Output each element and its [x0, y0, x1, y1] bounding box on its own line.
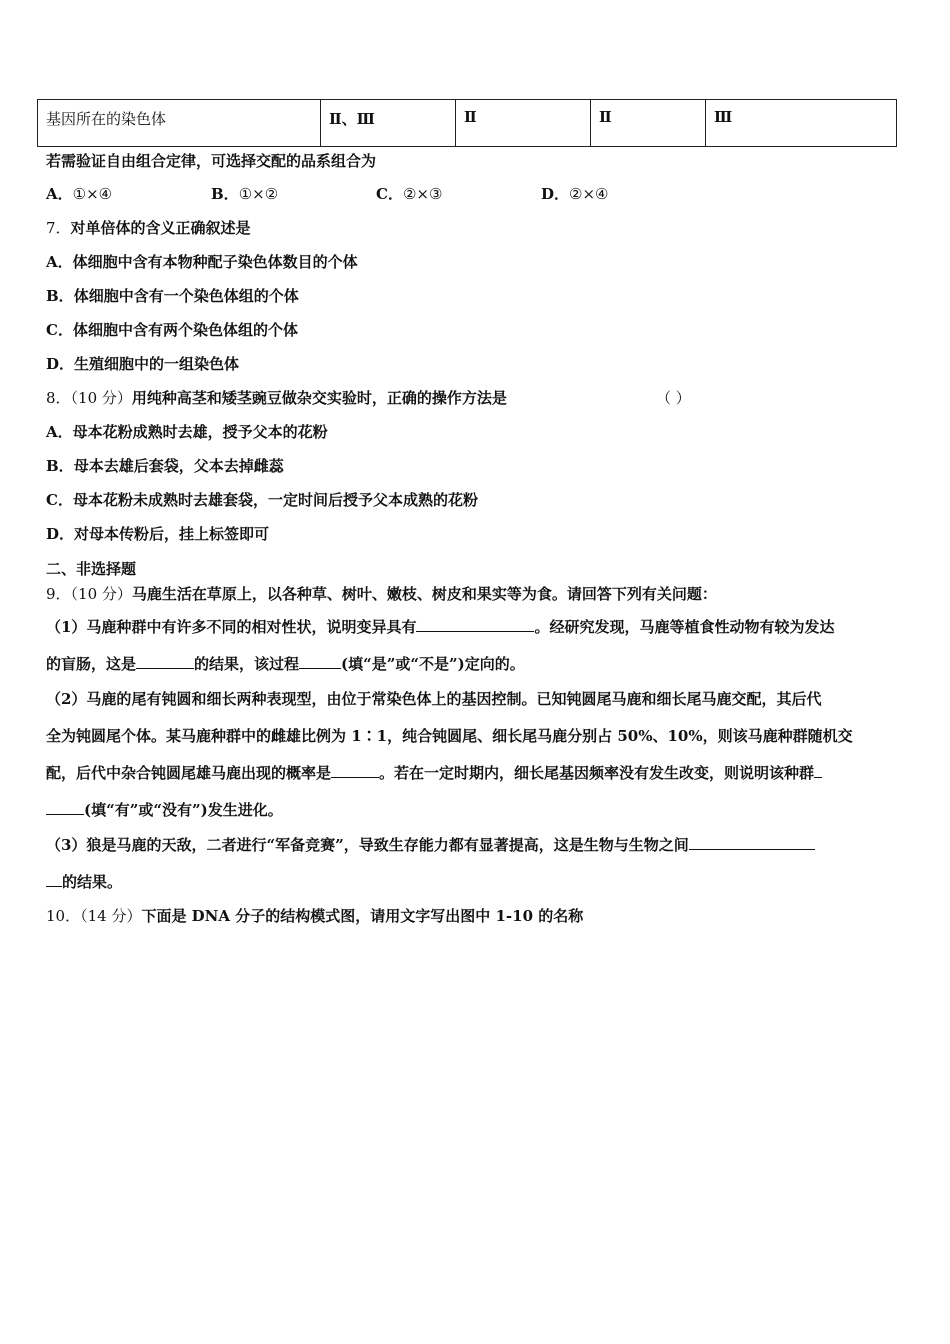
q8-option-a[interactable] [46, 422, 328, 442]
question-points: （14 分） [80, 907, 142, 925]
option-label: A． [46, 253, 73, 271]
q9-part2-line3 [46, 763, 822, 783]
question-text: 对单倍体的含义正确叙述是 [70, 219, 251, 237]
text-segment: 的结果。 [62, 873, 123, 891]
q7-option-c[interactable] [46, 320, 298, 340]
text-segment: (填“是”或“不是”)定向的。 [341, 655, 525, 673]
q6-option-d[interactable] [541, 184, 608, 204]
q9-part1-line1 [46, 617, 834, 637]
table-row [38, 100, 897, 147]
option-text: 母本花粉未成熟时去雄套袋，一定时间后授予父本成熟的花粉 [72, 491, 478, 509]
question-number: 8． [46, 389, 71, 407]
option-label: B． [46, 457, 74, 475]
q7-option-b[interactable] [46, 286, 299, 306]
option-text: 对母本传粉后，挂上标签即可 [74, 525, 270, 543]
option-text: 体细胞中含有本物种配子染色体数目的个体 [72, 253, 358, 271]
question-number: 7． [46, 219, 71, 237]
question-text: 马鹿生活在草原上，以各种草、树叶、嫩枝、树皮和果实等为食。请回答下列有关问题： [131, 585, 717, 603]
text-segment: 的盲肠，这是 [46, 655, 137, 673]
option-text: 生殖细胞中的一组染色体 [74, 355, 240, 373]
answer-blank[interactable] [416, 617, 534, 632]
question-number: 9． [46, 585, 71, 603]
text-segment: （3）狼是马鹿的天敌，二者进行“军备竞赛”，导致生存能力都有显著提高，这是生物与生物之间 [46, 836, 689, 854]
answer-blank[interactable] [331, 763, 379, 778]
option-text: 体细胞中含有两个染色体组的个体 [72, 321, 298, 339]
table-cell: Ⅱ [456, 100, 591, 147]
option-text: 母本花粉成熟时去雄，授予父本的花粉 [72, 423, 328, 441]
table-cell: Ⅱ [591, 100, 706, 147]
answer-parentheses: （ ） [656, 389, 691, 407]
option-label: C． [46, 491, 73, 509]
answer-blank[interactable] [689, 835, 815, 850]
option-label: A． [46, 423, 73, 441]
option-label: B． [46, 287, 74, 305]
table-header-cell: 基因所在的染色体 [38, 100, 321, 147]
text-segment: 。若在一定时期内，细长尾基因频率没有发生改变，则说明该种群 [379, 764, 815, 782]
option-label: D． [541, 185, 570, 203]
q7-option-a[interactable] [46, 252, 358, 272]
text-segment: 。经研究发现，马鹿等植食性动物有较为发达 [534, 618, 835, 636]
answer-blank[interactable] [136, 654, 194, 669]
section-heading: 二、非选择题 [46, 560, 137, 578]
text-segment: 配，后代中杂合钝圆尾雄马鹿出现的概率是 [46, 764, 332, 782]
q9-part1-line2 [46, 654, 525, 674]
option-text: ②×③ [402, 185, 443, 203]
q6-option-a[interactable] [46, 184, 112, 204]
q9-part2-line2: 全为钝圆尾个体。某马鹿种群中的雌雄比例为 1∶1，纯合钝圆尾、细长尾马鹿分别占 50%、10%，则该马鹿种群随机交 [46, 727, 853, 745]
q9-stem [46, 584, 717, 604]
question-text: 下面是 DNA 分子的结构模式图，请用文字写出图中 1-10 的名称 [141, 907, 584, 925]
option-text: 体细胞中含有一个染色体组的个体 [73, 287, 299, 305]
option-label: B． [211, 185, 239, 203]
option-label: C． [376, 185, 403, 203]
option-label: A． [46, 185, 73, 203]
answer-blank[interactable] [814, 763, 822, 778]
option-text: ①×④ [72, 185, 113, 203]
q9-part3-line1 [46, 835, 815, 855]
q9-part2-line4 [46, 800, 283, 820]
answer-blank[interactable] [299, 654, 341, 669]
q10-stem [46, 906, 583, 926]
question-text: 用纯种高茎和矮茎豌豆做杂交实验时，正确的操作方法是 [131, 389, 507, 407]
question-points: （10 分） [70, 585, 132, 603]
q6-option-c[interactable] [376, 184, 442, 204]
q9-part2-line1: （2）马鹿的尾有钝圆和细长两种表现型，由位于常染色体上的基因控制。已知钝圆尾马鹿和细长尾马鹿交配，其后代 [46, 690, 822, 708]
question-number: 10． [46, 907, 81, 925]
q8-option-c[interactable] [46, 490, 478, 510]
text-segment: (填“有”或“没有”)发生进化。 [84, 801, 283, 819]
option-text: ②×④ [569, 185, 609, 203]
option-label: D． [46, 525, 75, 543]
q8-option-d[interactable] [46, 524, 269, 544]
option-label: D． [46, 355, 75, 373]
table-cell: Ⅲ [706, 100, 897, 147]
q9-part3-line2 [46, 872, 122, 892]
option-text: 母本去雄后套袋，父本去掉雌蕊 [73, 457, 284, 475]
table-cell: Ⅱ、Ⅲ [321, 100, 456, 147]
q6-option-b[interactable] [211, 184, 278, 204]
answer-blank[interactable] [46, 872, 62, 887]
q7-stem [46, 218, 251, 238]
q6-stem: 若需验证自由组合定律，可选择交配的品系组合为 [46, 152, 377, 170]
chromosome-table [37, 99, 897, 147]
option-label: C． [46, 321, 73, 339]
text-segment: 的结果，该过程 [194, 655, 300, 673]
answer-blank[interactable] [46, 800, 84, 815]
option-text: ①×② [238, 185, 279, 203]
q7-option-d[interactable] [46, 354, 239, 374]
q8-stem [46, 388, 507, 408]
q8-option-b[interactable] [46, 456, 284, 476]
text-segment: （1）马鹿种群中有许多不同的相对性状，说明变异具有 [46, 618, 417, 636]
question-points: （10 分） [70, 389, 132, 407]
